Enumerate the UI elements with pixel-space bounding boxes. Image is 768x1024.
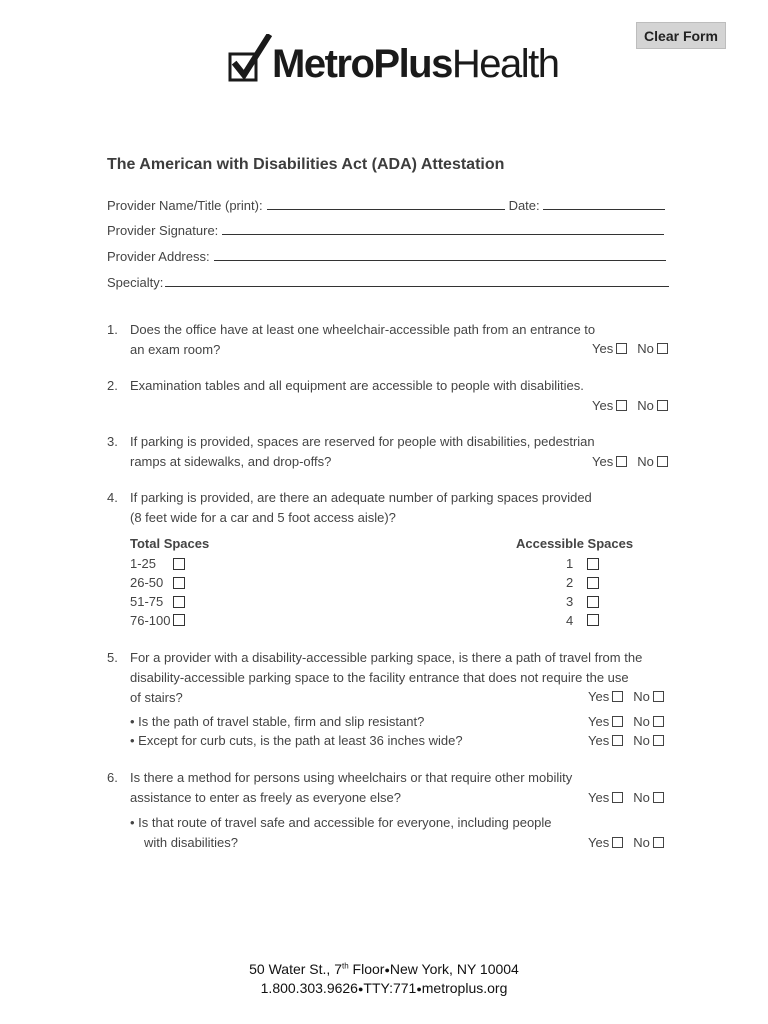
footer-street: 50 Water St., 7	[249, 961, 342, 977]
no-label: No	[633, 733, 650, 748]
page-title: The American with Disabilities Act (ADA) Attestation	[107, 156, 505, 173]
total-spaces-header: Total Spaces	[130, 536, 210, 551]
no-label: No	[633, 689, 650, 704]
total-spaces-51-75-checkbox[interactable]	[173, 596, 185, 608]
no-label: No	[637, 398, 654, 413]
question-3-line: ramps at sidewalks, and drop-offs?	[130, 454, 332, 469]
question-6-options	[588, 790, 664, 805]
question-2-line: Examination tables and all equipment are accessible to people with disabilities.	[130, 378, 584, 393]
question-5a-yes-checkbox[interactable]	[612, 716, 623, 727]
question-3-yes-checkbox[interactable]	[616, 456, 627, 467]
question-5b-yes-checkbox[interactable]	[612, 735, 623, 746]
no-label: No	[633, 790, 650, 805]
yes-label: Yes	[592, 398, 614, 413]
question-6a-yes-checkbox[interactable]	[612, 837, 623, 848]
specialty-row	[107, 274, 669, 290]
yes-label: Yes	[592, 454, 614, 469]
question-6a-no-checkbox[interactable]	[653, 837, 664, 848]
total-spaces-option: 26-50	[130, 575, 164, 590]
metroplus-logo	[228, 32, 558, 84]
question-1-line: an exam room?	[130, 342, 221, 357]
question-3-no-checkbox[interactable]	[657, 456, 668, 467]
question-4-number: 4.	[107, 490, 118, 505]
logo-text-health: Health	[451, 42, 559, 86]
total-spaces-option: 76-100	[130, 613, 171, 628]
question-2-options	[592, 398, 668, 413]
question-1-no-checkbox[interactable]	[657, 343, 668, 354]
yes-label: Yes	[588, 790, 610, 805]
accessible-spaces-option: 1	[566, 556, 574, 571]
question-3-options	[592, 454, 668, 469]
question-6-no-checkbox[interactable]	[653, 792, 664, 803]
accessible-spaces-4-checkbox[interactable]	[587, 614, 599, 626]
bullet-icon: ●	[357, 983, 364, 994]
yes-label: Yes	[588, 835, 610, 850]
total-spaces-76-100-checkbox[interactable]	[173, 614, 185, 626]
question-6-number: 6.	[107, 770, 118, 785]
question-5b-no-checkbox[interactable]	[653, 735, 664, 746]
question-5a-options	[588, 714, 664, 729]
question-6-yes-checkbox[interactable]	[612, 792, 623, 803]
question-5-options	[588, 689, 664, 704]
question-1-options	[592, 341, 668, 356]
accessible-spaces-2-checkbox[interactable]	[587, 577, 599, 589]
accessible-spaces-option: 2	[566, 575, 574, 590]
accessible-spaces-header: Accessible Spaces	[516, 536, 634, 551]
yes-label: Yes	[588, 733, 610, 748]
total-spaces-26-50-checkbox[interactable]	[173, 577, 185, 589]
footer-website-link[interactable]: metroplus.org	[421, 980, 508, 996]
question-2-text	[130, 376, 584, 396]
question-5-line: disability-accessible parking space to the facility entrance that does not require the use	[130, 670, 629, 685]
provider-signature-row	[107, 222, 664, 238]
question-2-yes-checkbox[interactable]	[616, 400, 627, 411]
question-5-line: of stairs?	[130, 690, 183, 705]
question-3-number: 3.	[107, 434, 118, 449]
footer-tty: TTY:771	[363, 980, 417, 996]
provider-signature-field[interactable]	[222, 222, 664, 235]
footer-floor-sup: th	[342, 961, 349, 971]
question-5-text	[130, 648, 642, 708]
provider-address-label: Provider Address:	[107, 249, 210, 264]
question-4-line: (8 feet wide for a car and 5 foot access aisle)?	[130, 510, 396, 525]
question-3-line: If parking is provided, spaces are reserved for people with disabilities, pedestrian	[130, 434, 595, 449]
footer-contact	[0, 979, 768, 999]
question-1-yes-checkbox[interactable]	[616, 343, 627, 354]
question-5a-text: • Is the path of travel stable, firm and slip resistant?	[130, 714, 425, 729]
question-5-yes-checkbox[interactable]	[612, 691, 623, 702]
yes-label: Yes	[588, 689, 610, 704]
question-1-text	[130, 320, 595, 360]
provider-address-field[interactable]	[214, 248, 666, 261]
footer-address	[0, 960, 768, 980]
question-6-line: assistance to enter as freely as everyone else?	[130, 790, 401, 805]
provider-name-field[interactable]	[267, 197, 505, 210]
question-6a-line: with disabilities?	[144, 835, 238, 850]
accessible-spaces-1-checkbox[interactable]	[587, 558, 599, 570]
question-6-line: Is there a method for persons using wheelchairs or that require other mobility	[130, 770, 573, 785]
total-spaces-option: 1-25	[130, 556, 157, 571]
logo-text-metroplus: MetroPlus	[272, 42, 452, 86]
question-6-text	[130, 768, 572, 808]
question-2-no-checkbox[interactable]	[657, 400, 668, 411]
question-5b-options	[588, 733, 664, 748]
accessible-spaces-option: 3	[566, 594, 574, 609]
clear-form-button[interactable]: Clear Form	[636, 22, 726, 49]
accessible-spaces-option: 4	[566, 613, 574, 628]
question-6a-line: • Is that route of travel safe and accessible for everyone, including people	[130, 815, 552, 830]
total-spaces-1-25-checkbox[interactable]	[173, 558, 185, 570]
footer-city: New York, NY 10004	[389, 961, 519, 977]
provider-signature-label: Provider Signature:	[107, 223, 219, 238]
no-label: No	[633, 835, 650, 850]
no-label: No	[637, 341, 654, 356]
yes-label: Yes	[588, 714, 610, 729]
question-6a-text	[130, 813, 552, 853]
total-spaces-option: 51-75	[130, 594, 164, 609]
question-5-line: For a provider with a disability-accessible parking space, is there a path of travel from the	[130, 650, 643, 665]
bullet-icon: ●	[416, 983, 422, 994]
provider-name-row	[107, 197, 665, 213]
date-label: Date:	[508, 198, 540, 213]
provider-name-label: Provider Name/Title (print):	[107, 198, 263, 213]
provider-address-row	[107, 248, 666, 264]
question-5a-no-checkbox[interactable]	[653, 716, 664, 727]
specialty-label: Specialty:	[107, 275, 164, 290]
no-label: No	[637, 454, 654, 469]
question-4-line: If parking is provided, are there an adequate number of parking spaces provided	[130, 490, 592, 505]
question-6a-options	[588, 835, 664, 850]
no-label: No	[633, 714, 650, 729]
bullet-icon: ●	[384, 964, 390, 975]
footer-phone: 1.800.303.9626	[260, 980, 358, 996]
question-5-no-checkbox[interactable]	[653, 691, 664, 702]
question-5-number: 5.	[107, 650, 118, 665]
question-3-text	[130, 432, 595, 472]
question-5b-text: • Except for curb cuts, is the path at least 36 inches wide?	[130, 733, 463, 748]
specialty-field[interactable]	[165, 274, 669, 287]
footer-floor: Floor	[348, 961, 385, 977]
accessible-spaces-3-checkbox[interactable]	[587, 596, 599, 608]
question-4-text	[130, 488, 592, 528]
checkmark-box-icon	[228, 34, 272, 84]
question-1-number: 1.	[107, 322, 118, 337]
yes-label: Yes	[592, 341, 614, 356]
date-field[interactable]	[543, 197, 665, 210]
question-1-line: Does the office have at least one wheelchair-accessible path from an entrance to	[130, 322, 596, 337]
question-2-number: 2.	[107, 378, 118, 393]
